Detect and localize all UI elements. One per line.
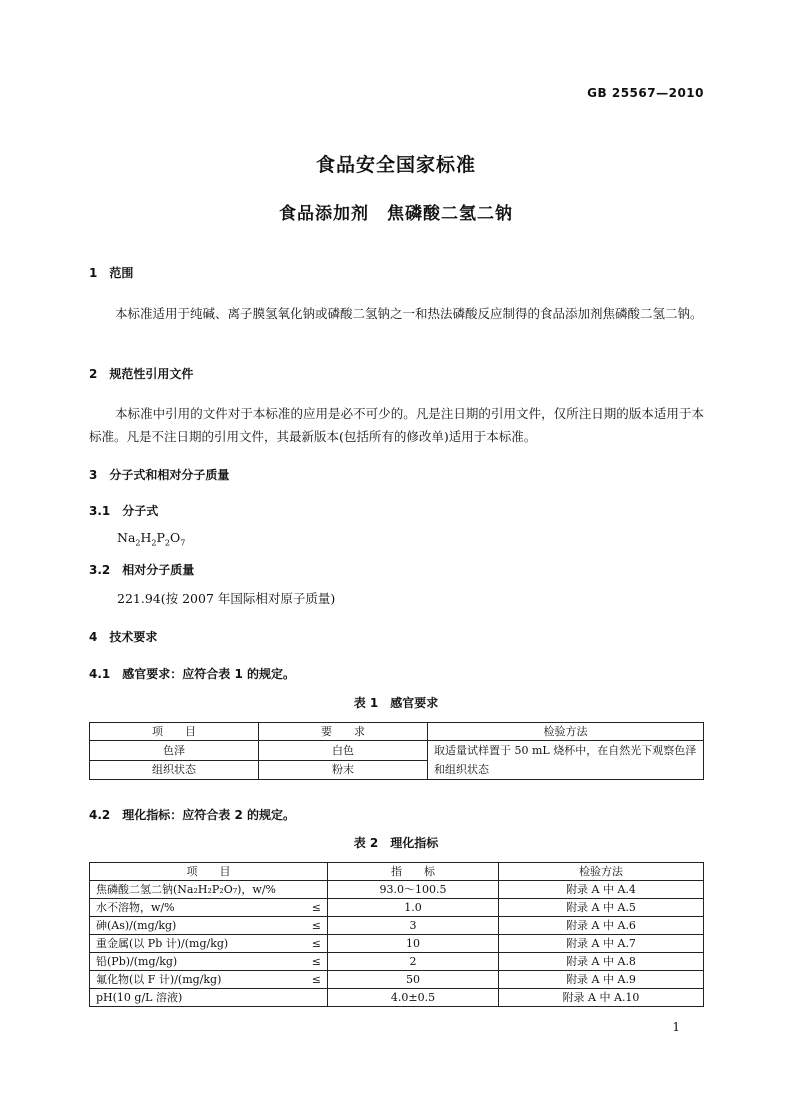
table-cell-item: 氟化物(以 F 计)/(mg/kg) ≤ (90, 971, 328, 989)
table-cell-item: pH(10 g/L 溶液) (90, 989, 328, 1007)
section-number: 4.1 (89, 667, 111, 681)
table-cell-method: 附录 A 中 A.4 (499, 881, 704, 899)
section-number: 3 (89, 468, 98, 482)
section-number: 3.1 (89, 504, 111, 518)
page-number: 1 (672, 1020, 680, 1034)
table-cell-method: 附录 A 中 A.10 (499, 989, 704, 1007)
table-cell: 粉末 (259, 760, 428, 780)
table-cell-value: 4.0±0.5 (328, 989, 499, 1007)
standard-code: GB 25567—2010 (587, 86, 704, 100)
table-header-cell: 检验方法 (428, 723, 704, 741)
table-cell-item: 焦磷酸二氢二钠(Na₂H₂P₂O₇)，w/% (90, 881, 328, 899)
section-number: 1 (89, 266, 98, 280)
section-title: 理化指标：应符合表 2 的规定。 (122, 808, 295, 822)
table-cell-value: 2 (328, 953, 499, 971)
table-header-cell: 项 目 (90, 863, 328, 881)
section-title: 技术要求 (109, 630, 158, 644)
document-subtitle: 食品添加剂 焦磷酸二氢二钠 (279, 204, 513, 224)
section-heading-2 (89, 365, 193, 382)
section-heading-4-2 (89, 806, 295, 823)
section-heading-1 (89, 264, 133, 281)
table-header-cell: 要 求 (259, 723, 428, 741)
table-row (90, 917, 704, 935)
section-title: 分子式和相对分子质量 (109, 468, 230, 482)
table-1-caption: 表 1 感官要求 (353, 696, 439, 710)
table-header-cell: 项 目 (90, 723, 259, 741)
table-cell: 色泽 (90, 741, 259, 761)
less-equal-sign: ≤ (311, 937, 321, 950)
table-row (90, 953, 704, 971)
section-number: 4 (89, 630, 98, 644)
table-cell: 白色 (259, 741, 428, 761)
table-header-row (90, 863, 704, 881)
table-header-cell: 指 标 (328, 863, 499, 881)
table-cell-method: 附录 A 中 A.9 (499, 971, 704, 989)
less-equal-sign: ≤ (311, 901, 321, 914)
table-cell-value: 93.0～100.5 (328, 881, 499, 899)
molecular-formula: $Na_2H_2P_2O_7$ (117, 530, 186, 548)
section-number: 2 (89, 367, 98, 381)
section-heading-3-2 (89, 561, 194, 578)
table-row (90, 971, 704, 989)
table-cell-method: 附录 A 中 A.6 (499, 917, 704, 935)
section-1-paragraph: 本标准适用于纯碱、离子膜氢氧化钠或磷酸二氢钠之一和热法磷酸反应制得的食品添加剂焦磷酸二氢二钠。 (115, 306, 703, 321)
section-title: 分子式 (122, 504, 159, 518)
section-title: 范围 (109, 266, 134, 280)
document-title: 食品安全国家标准 (315, 154, 476, 176)
table-header-cell: 检验方法 (499, 863, 704, 881)
table-cell-item: 铅(Pb)/(mg/kg) ≤ (90, 953, 328, 971)
table-cell-method: 附录 A 中 A.7 (499, 935, 704, 953)
table-cell-item: 重金属(以 Pb 计)/(mg/kg) ≤ (90, 935, 328, 953)
table-cell-value: 50 (328, 971, 499, 989)
section-number: 4.2 (89, 808, 111, 822)
section-heading-3 (89, 466, 229, 483)
table-row (90, 935, 704, 953)
section-heading-4 (89, 628, 157, 645)
section-number: 3.2 (89, 563, 111, 577)
table-cell-method: 附录 A 中 A.8 (499, 953, 704, 971)
molecular-mass: 221.94(按 2007 年国际相对原子质量) (117, 591, 336, 606)
table-row (90, 881, 704, 899)
section-title: 感官要求：应符合表 1 的规定。 (122, 667, 295, 681)
table-cell-item: 砷(As)/(mg/kg) ≤ (90, 917, 328, 935)
table-cell-method: 取适量试样置于 50 mL 烧杯中，在自然光下观察色泽和组织状态 (428, 741, 704, 780)
table-row (90, 741, 704, 761)
table-row (90, 989, 704, 1007)
less-equal-sign: ≤ (311, 919, 321, 932)
table-cell-method: 附录 A 中 A.5 (499, 899, 704, 917)
table-2-physicochemical (89, 862, 704, 1007)
table-cell-item: 水不溶物，w/% ≤ (90, 899, 328, 917)
less-equal-sign: ≤ (311, 973, 321, 986)
table-cell-value: 10 (328, 935, 499, 953)
less-equal-sign: ≤ (311, 955, 321, 968)
section-heading-4-1 (89, 665, 295, 682)
section-title: 规范性引用文件 (109, 367, 194, 381)
section-title: 相对分子质量 (122, 563, 195, 577)
table-header-row (90, 723, 704, 741)
section-2-paragraph: 本标准中引用的文件对于本标准的应用是必不可少的。凡是注日期的引用文件，仅所注日期的版本适用于本标准。凡是不注日期的引用文件，其最新版本(包括所有的修改单)适用于本标准。 (89, 406, 704, 444)
table-2-caption: 表 2 理化指标 (353, 836, 439, 850)
table-cell: 组织状态 (90, 760, 259, 780)
table-cell-value: 3 (328, 917, 499, 935)
section-heading-3-1 (89, 502, 158, 519)
table-row (90, 899, 704, 917)
table-1-sensory (89, 722, 704, 780)
table-cell-value: 1.0 (328, 899, 499, 917)
